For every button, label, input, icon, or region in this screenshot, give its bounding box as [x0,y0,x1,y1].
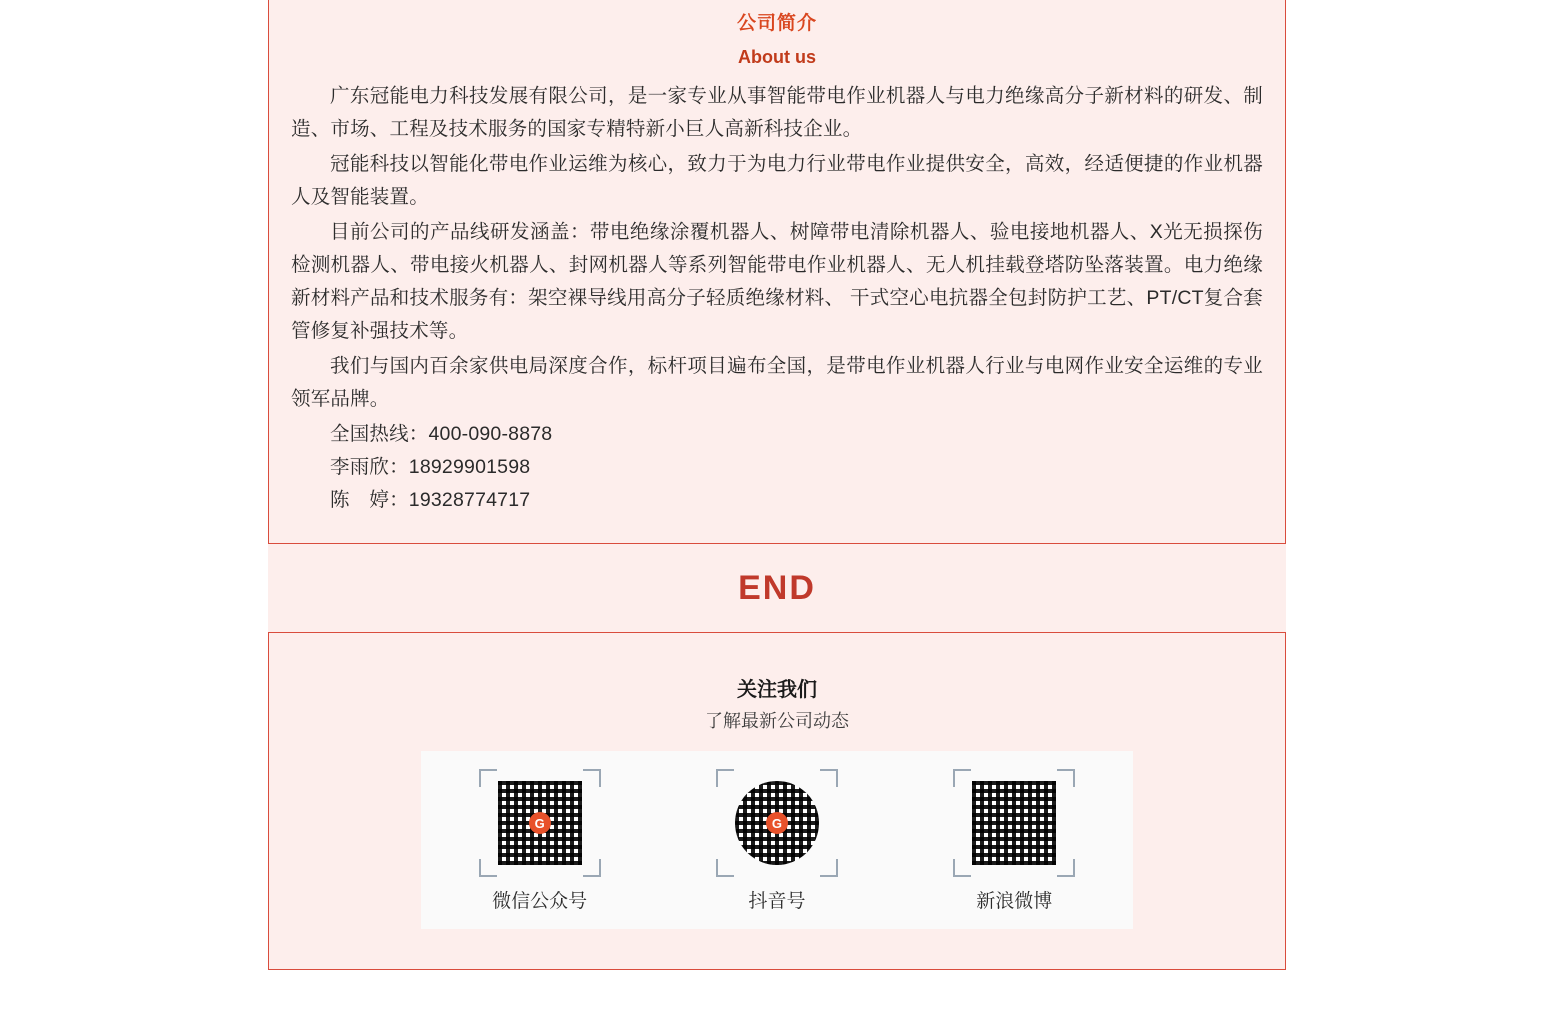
about-us-card [268,0,1286,544]
about-title-cn: 公司简介 [736,13,817,34]
contact-person-2: 陈 婷：19328774717 [330,489,531,511]
contact-hotline: 全国热线：400-090-8878 [330,423,553,445]
follow-title: 关注我们 [737,679,817,701]
end-label: END [738,568,816,607]
frame-corner-icon [953,769,971,787]
frame-corner-icon [820,769,838,787]
article-body [268,0,1286,970]
frame-corner-icon [479,859,497,877]
frame-corner-icon [1057,769,1075,787]
about-title-en: About us [738,47,816,67]
about-paragraph: 我们与国内百余家供电局深度合作，标杆项目遍布全国，是带电作业机器人行业与电网作业安全运维的专业领军品牌。 [291,355,1263,410]
qr-frame [479,769,601,877]
frame-corner-icon [583,859,601,877]
follow-us-card [268,632,1286,970]
qr-center-logo: G [529,812,551,834]
frame-corner-icon [479,769,497,787]
follow-subtitle: 了解最新公司动态 [705,711,849,731]
qr-frame [716,769,838,877]
qr-frame [953,769,1075,877]
frame-corner-icon [716,769,734,787]
frame-corner-icon [583,769,601,787]
about-paragraph: 广东冠能电力科技发展有限公司，是一家专业从事智能带电作业机器人与电力绝缘高分子新材料的研发、制造、市场、工程及技术服务的国家专精特新小巨人高新科技企业。 [291,85,1263,140]
qr-code-panel [421,751,1133,929]
frame-corner-icon [716,859,734,877]
qr-label: 新浪微博 [976,891,1053,912]
qr-item-wechat[interactable] [440,769,640,915]
frame-corner-icon [1057,859,1075,877]
qr-center-logo: G [766,812,788,834]
qr-item-weibo[interactable] [914,769,1114,915]
qr-code-icon [972,781,1056,865]
about-paragraph: 冠能科技以智能化带电作业运维为核心，致力于为电力行业带电作业提供安全，高效，经适便捷的作业机器人及智能装置。 [291,153,1263,208]
about-paragraph: 目前公司的产品线研发涵盖：带电绝缘涂覆机器人、树障带电清除机器人、验电接地机器人、X光无损探伤检测机器人、带电接火机器人、封网机器人等系列智能带电作业机器人、无人机挂载登塔防坠落装置。电力绝缘新材料产品和技术服务有：架空裸导线用高分子轻质绝缘材料、 干式空心电抗器全包封防护工艺、PT/CT复合套管修复补强技术等。 [291,221,1263,342]
qr-label: 抖音号 [748,891,806,912]
frame-corner-icon [820,859,838,877]
frame-corner-icon [953,859,971,877]
contact-person-1: 李雨欣：18929901598 [330,456,531,478]
end-band [268,544,1286,632]
qr-label: 微信公众号 [492,891,588,912]
qr-code-round-icon [735,781,819,865]
qr-code-icon [498,781,582,865]
qr-item-douyin[interactable] [677,769,877,915]
